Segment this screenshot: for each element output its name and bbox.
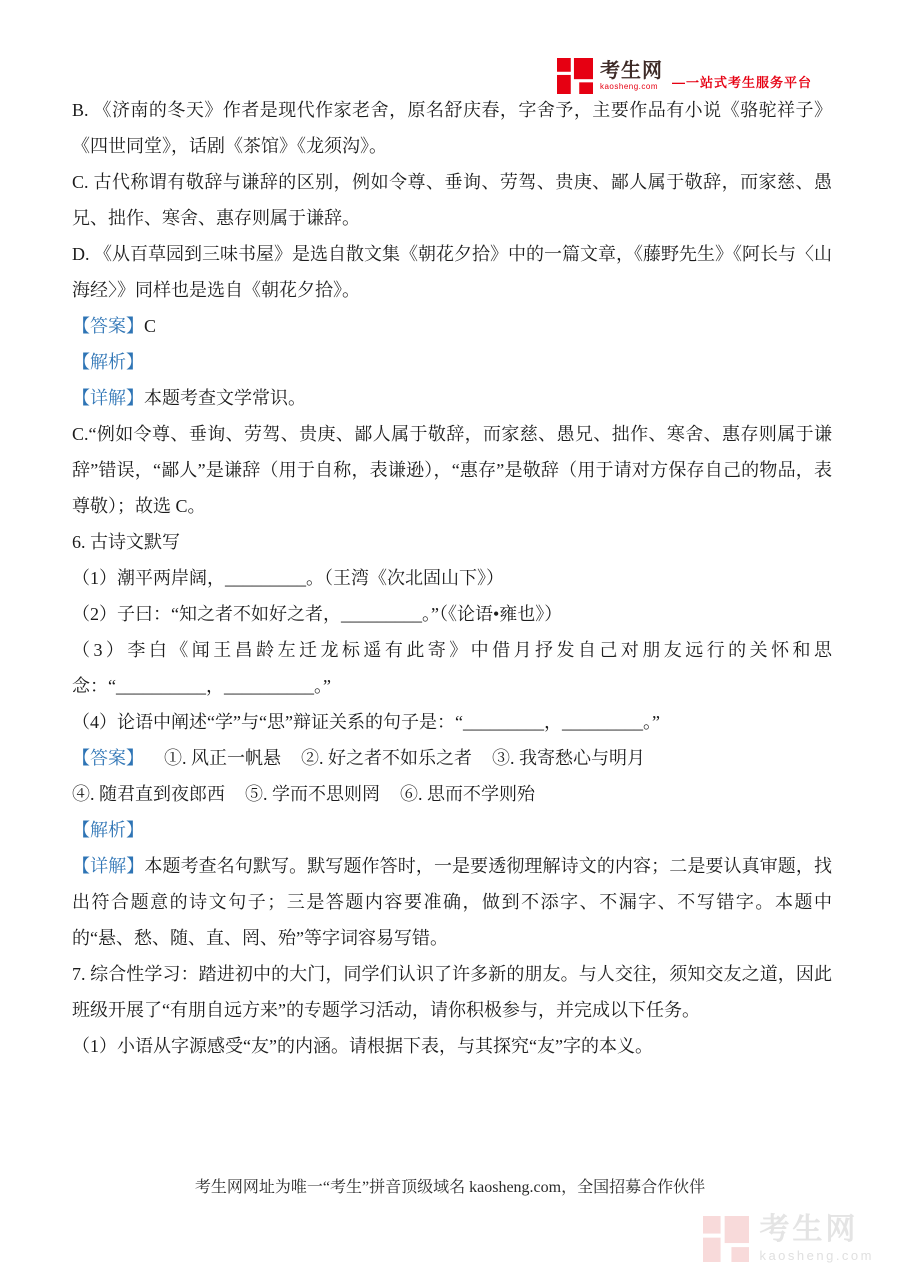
kaosheng-h-logo-icon (557, 58, 593, 94)
watermark-logo (703, 1215, 874, 1262)
brand-domain: kaosheng.com (599, 82, 659, 91)
detail-label: 【详解】 (72, 856, 145, 876)
detail-label: 【详解】 (72, 388, 144, 408)
option-b-text: B. 《济南的冬天》作者是现代作家老舍，原名舒庆春，字舍予，主要作品有小说《骆驼祥子》《四世同堂》，话剧《茶馆》《龙须沟》。 (72, 100, 832, 156)
analysis-label: 【解析】 (72, 352, 144, 372)
question-7-item-1: （1）小语从字源感受“友”的内涵。请根据下表，与其探究“友”字的本义。 (72, 1036, 653, 1056)
answer-q6-item-5: ⑤. 学而不思则罔 (245, 784, 380, 804)
answer-q6-item-2: ②. 好之者不如乐之者 (301, 748, 472, 768)
brand-text (600, 61, 663, 91)
analysis-label: 【解析】 (72, 820, 144, 840)
watermark-text (759, 1215, 874, 1262)
question-6-title: 6. 古诗文默写 (72, 532, 180, 552)
option-c-text: C. 古代称谓有敬辞与谦辞的区别，例如令尊、垂询、劳驾、贵庚、鄙人属于敬辞，而家慈、愚兄、拙作、寒舍、惠存则属于谦辞。 (72, 172, 832, 228)
answer-q5-value: C (144, 316, 157, 336)
brand-name: 考生网 (599, 60, 663, 82)
question-6-item-4: （4）论语中阐述“学”与“思”辩证关系的句子是：“_________，_________。” (72, 712, 660, 732)
answer-label: 【答案】 (72, 748, 144, 768)
exam-content (72, 92, 832, 1064)
question-6-item-3: （3）李白《闻王昌龄左迁龙标遥有此寄》中借月抒发自己对朋友远行的关怀和思念：“__________，__________。” (72, 640, 832, 696)
watermark-brand-domain: kaosheng.com (759, 1248, 874, 1263)
answer-q6-item-3: ③. 我寄愁心与明月 (492, 748, 645, 768)
brand-tagline: —一站式考生服务平台 (671, 75, 812, 90)
answer-q6-item-6: ⑥. 思而不学则殆 (400, 784, 535, 804)
answer-q6-item-4: ④. 随君直到夜郎西 (72, 784, 225, 804)
detail-q6-text: 本题考查名句默写。默写题作答时，一是要透彻理解诗文的内容；二是要认真审题，找出符合题意的诗文句子；三是答题内容要准确，做到不添字、不漏字、不写错字。本题中的“悬、愁、随、直、罔、殆”等字词容易写错。 (72, 856, 832, 948)
detail-q5-explanation: C.“例如令尊、垂询、劳驾、贵庚、鄙人属于敬辞，而家慈、愚兄、拙作、寒舍、惠存则属于谦辞”错误，“鄙人”是谦辞（用于自称，表谦逊），“惠存”是敬辞（用于请对方保存自己的物品，表尊敬）；故选 C。 (72, 424, 832, 516)
option-d-text: D. 《从百草园到三味书屋》是选自散文集《朝花夕拾》中的一篇文章，《藤野先生》《阿长与〈山海经〉》同样也是选自《朝花夕拾》。 (72, 244, 832, 300)
detail-q5-text: 本题考查文学常识。 (144, 388, 306, 408)
detail-q5 (72, 380, 832, 416)
answer-label: 【答案】 (72, 316, 144, 336)
analysis-q6 (72, 812, 832, 848)
question-6-item-2: （2）子曰：“知之者不如好之者，_________。”（《论语•雍也》） (72, 604, 563, 624)
question-7-intro: 7. 综合性学习：踏进初中的大门，同学们认识了许多新的朋友。与人交往，须知交友之道，因此班级开展了“有朋自远方来”的专题学习活动，请你积极参与，并完成以下任务。 (72, 964, 832, 1020)
kaosheng-h-logo-icon-watermark (703, 1216, 749, 1262)
footer-note: 考生网网址为唯一“考生”拼音顶级域名 kaosheng.com，全国招募合作伙伴 (194, 1179, 706, 1196)
answer-q6-item-1: ①. 风正一帆悬 (164, 748, 281, 768)
watermark-brand-name: 考生网 (759, 1213, 859, 1246)
detail-q6 (72, 848, 832, 956)
header-brand (557, 58, 812, 94)
question-6-item-1: （1）潮平两岸阔，_________。（王湾《次北固山下》） (72, 568, 504, 588)
answer-q6 (72, 740, 832, 812)
answer-q5 (72, 308, 832, 344)
analysis-q5 (72, 344, 832, 380)
